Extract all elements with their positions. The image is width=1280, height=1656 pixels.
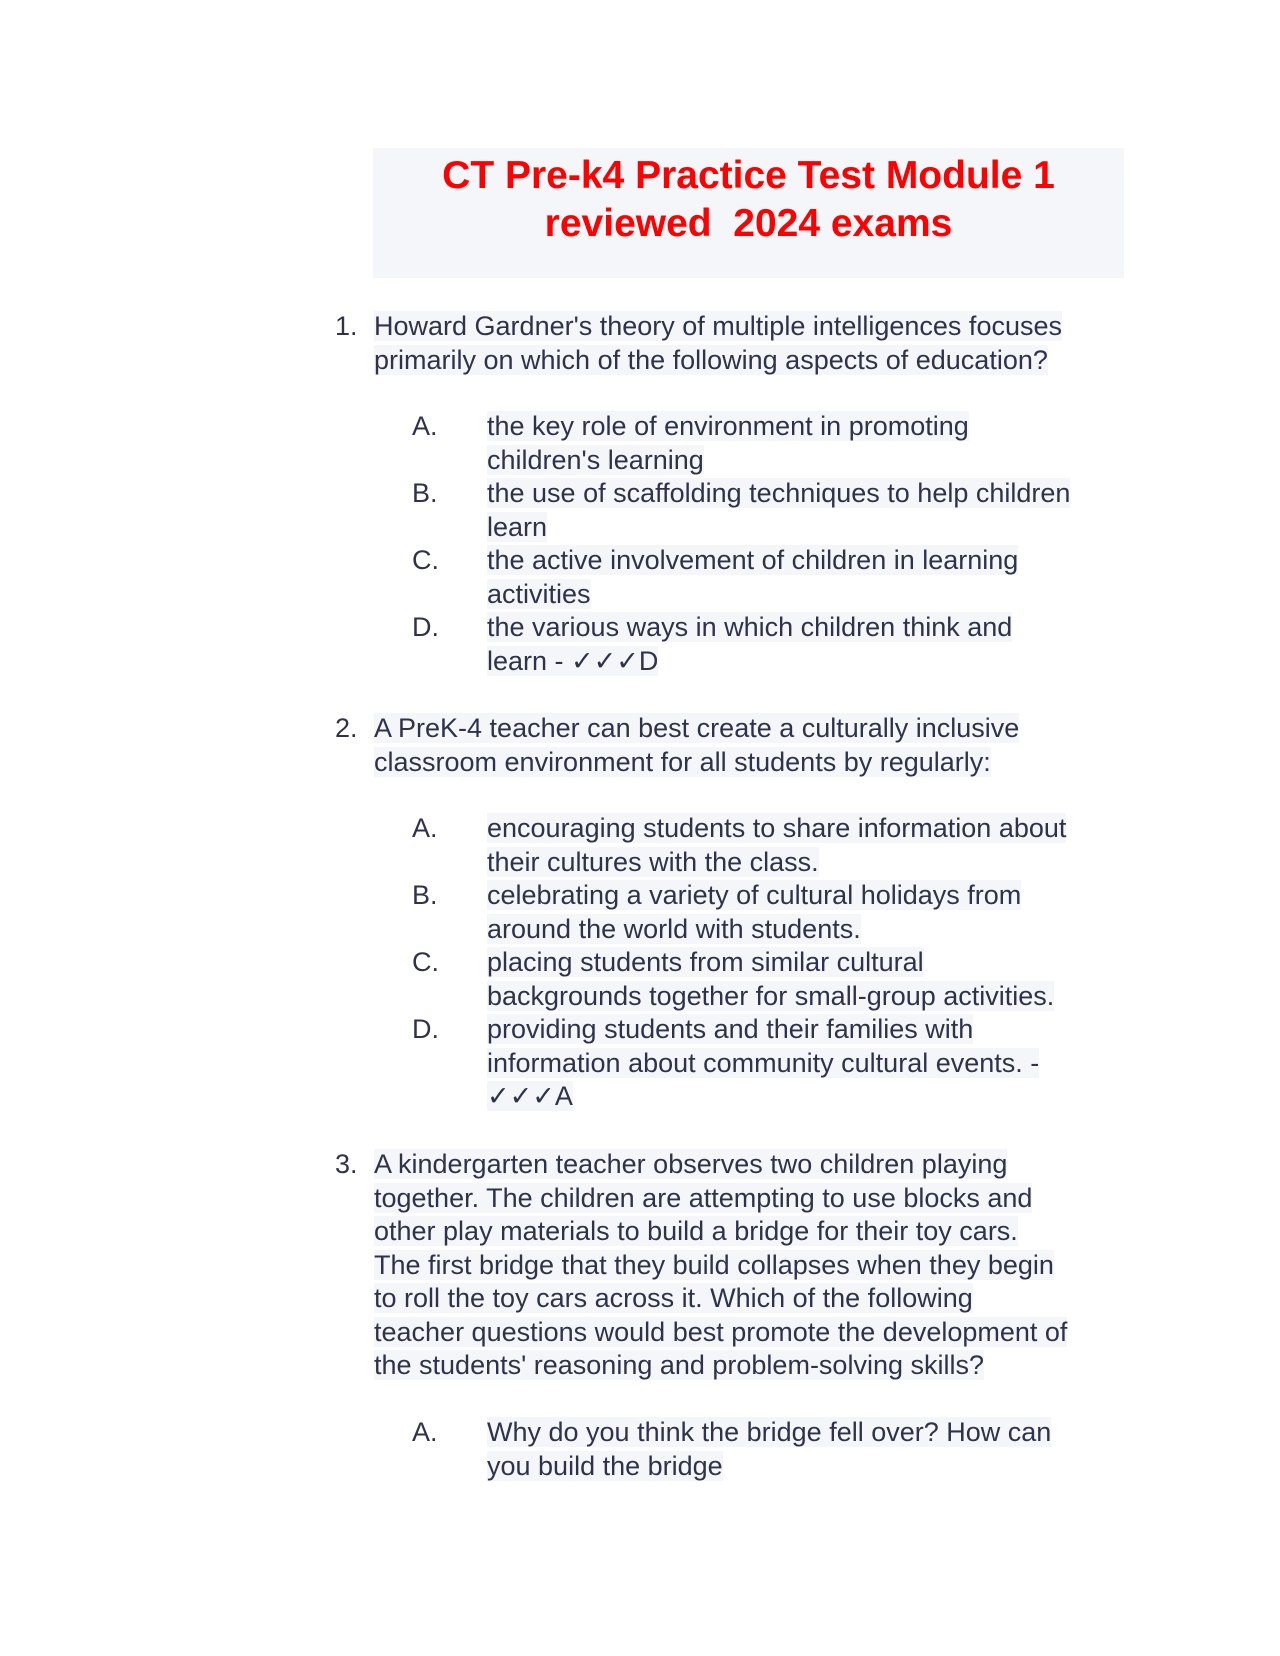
option-text-line: backgrounds together for small-group activities.	[487, 980, 1055, 1011]
option-text-line: the use of scaffolding techniques to help children	[487, 478, 1071, 508]
option-letter: C.	[412, 545, 439, 575]
option-c	[412, 544, 1132, 611]
option-letter: B.	[412, 478, 438, 508]
title-line-1: CT Pre-k4 Practice Test Module 1	[442, 154, 1055, 197]
question-number: 1.	[335, 311, 358, 341]
question-text-line: primarily on which of the following aspects of education?	[374, 344, 1048, 375]
option-text-line: the various ways in which children think and	[487, 612, 1013, 642]
question-text-line: Howard Gardner's theory of multiple intelligences focuses	[374, 311, 1062, 341]
question-3	[335, 1148, 1135, 1383]
option-text	[487, 1416, 1132, 1483]
option-text-line: around the world with students.	[487, 913, 861, 944]
option-text	[487, 1013, 1132, 1114]
option-text	[487, 946, 1132, 1013]
title-line-2: reviewed 2024 exams	[544, 202, 953, 245]
question-3-options	[412, 1416, 1132, 1483]
option-text-line: celebrating a variety of cultural holidays from	[487, 880, 1022, 910]
option-text-line: children's learning	[487, 444, 704, 475]
option-text-line: information about community cultural events. -	[487, 1047, 1040, 1078]
question-2	[335, 712, 1135, 779]
option-b	[412, 477, 1132, 544]
question-1-options	[412, 410, 1132, 678]
question-text-line: teacher questions would best promote the development of	[374, 1316, 1068, 1347]
option-letter: D.	[412, 1014, 439, 1044]
option-text-line: the active involvement of children in learning	[487, 545, 1019, 575]
option-letter: B.	[412, 880, 438, 910]
option-a	[412, 812, 1132, 879]
option-a	[412, 410, 1132, 477]
option-c	[412, 946, 1132, 1013]
option-letter: A.	[412, 1417, 438, 1447]
question-text	[374, 310, 1135, 377]
option-d	[412, 611, 1132, 678]
option-text	[487, 544, 1132, 611]
option-a	[412, 1416, 1132, 1483]
option-text	[487, 477, 1132, 544]
option-text-line: you build the bridge	[487, 1450, 723, 1481]
option-text-line: placing students from similar cultural	[487, 947, 924, 977]
question-1	[335, 310, 1135, 377]
question-2-options	[412, 812, 1132, 1114]
option-text-line: Why do you think the bridge fell over? How can	[487, 1417, 1052, 1447]
option-text	[487, 611, 1132, 678]
option-text-line: encouraging students to share information about	[487, 813, 1067, 843]
option-text	[487, 879, 1132, 946]
question-text-line: A kindergarten teacher observes two children playing	[374, 1149, 1008, 1179]
question-number: 2.	[335, 713, 358, 743]
option-text	[487, 812, 1132, 879]
question-text-line: the students' reasoning and problem-solving skills?	[374, 1350, 984, 1380]
option-letter: A.	[412, 411, 438, 441]
question-text-line: together. The children are attempting to use blocks and	[374, 1182, 1033, 1213]
question-text-line: other play materials to build a bridge for their toy cars.	[374, 1216, 1018, 1246]
document-title	[373, 148, 1124, 278]
question-number: 3.	[335, 1149, 358, 1179]
option-b	[412, 879, 1132, 946]
question-text-line: A PreK-4 teacher can best create a culturally inclusive	[374, 713, 1020, 743]
question-text	[374, 712, 1135, 779]
option-letter: C.	[412, 947, 439, 977]
option-text-line: ✓✓✓A	[487, 1081, 573, 1111]
question-text-line: to roll the toy cars across it. Which of the following	[374, 1283, 973, 1313]
option-text-line: learn	[487, 511, 548, 542]
option-text-line: learn - ✓✓✓D	[487, 645, 659, 676]
option-text	[487, 410, 1132, 477]
question-text	[374, 1148, 1135, 1383]
option-text-line: the key role of environment in promoting	[487, 411, 969, 441]
question-text-line: classroom environment for all students by regularly:	[374, 746, 991, 777]
option-text-line: their cultures with the class.	[487, 846, 819, 877]
option-d	[412, 1013, 1132, 1114]
option-text-line: activities	[487, 578, 591, 609]
option-letter: A.	[412, 813, 438, 843]
option-text-line: providing students and their families with	[487, 1014, 974, 1044]
question-text-line: The first bridge that they build collapses when they begin	[374, 1249, 1054, 1280]
option-letter: D.	[412, 612, 439, 642]
